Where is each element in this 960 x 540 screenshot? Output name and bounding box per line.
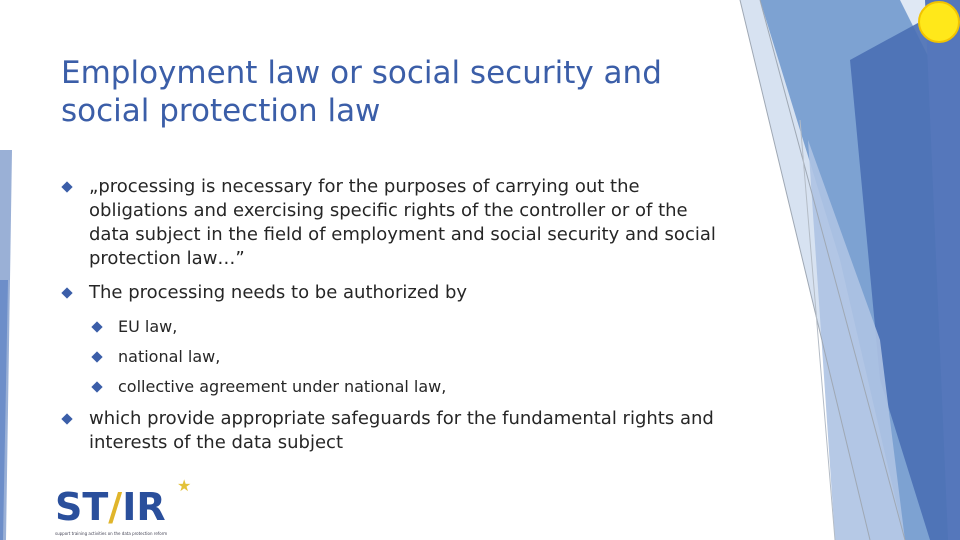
bullet-item bbox=[60, 407, 730, 455]
logo-text-part2: IR bbox=[122, 485, 166, 529]
star-logo bbox=[52, 478, 202, 538]
diamond-bullet-icon bbox=[61, 181, 72, 192]
logo-subtitle: support training activities on the data protection reform bbox=[55, 531, 168, 536]
bullet-text: which provide appropriate safeguards for the fundamental rights and interests of the data subject bbox=[89, 408, 714, 453]
sub-bullet-text: national law, bbox=[118, 347, 221, 366]
logo-divider-icon: / bbox=[108, 485, 123, 529]
diamond-bullet-icon bbox=[61, 287, 72, 298]
bullet-text: The processing needs to be authorized by bbox=[89, 282, 468, 303]
bullet-item bbox=[60, 281, 730, 305]
sub-bullet-text: EU law, bbox=[118, 317, 178, 336]
sub-bullet-item bbox=[60, 317, 730, 337]
diamond-bullet-icon bbox=[91, 351, 102, 362]
star-icon: ★ bbox=[177, 476, 192, 495]
diamond-bullet-icon bbox=[61, 413, 72, 424]
sun-icon bbox=[919, 2, 959, 42]
sub-bullet-text: collective agreement under national law, bbox=[118, 377, 447, 396]
sub-bullet-item bbox=[60, 377, 730, 397]
bullet-item bbox=[60, 175, 730, 271]
logo-text-part1: ST bbox=[55, 485, 109, 529]
diamond-bullet-icon bbox=[91, 381, 102, 392]
bullet-text: „processing is necessary for the purposes of carrying out the obligations and exercising specific rights of the controller or of the data subject in the field of employment and social security and social protection law…” bbox=[89, 176, 716, 269]
diamond-bullet-icon bbox=[91, 321, 102, 332]
bullet-list bbox=[60, 175, 730, 455]
slide-title: Employment law or social security and social protection law bbox=[61, 55, 662, 129]
sub-bullet-item bbox=[60, 347, 730, 367]
logo-wordmark bbox=[55, 485, 166, 529]
